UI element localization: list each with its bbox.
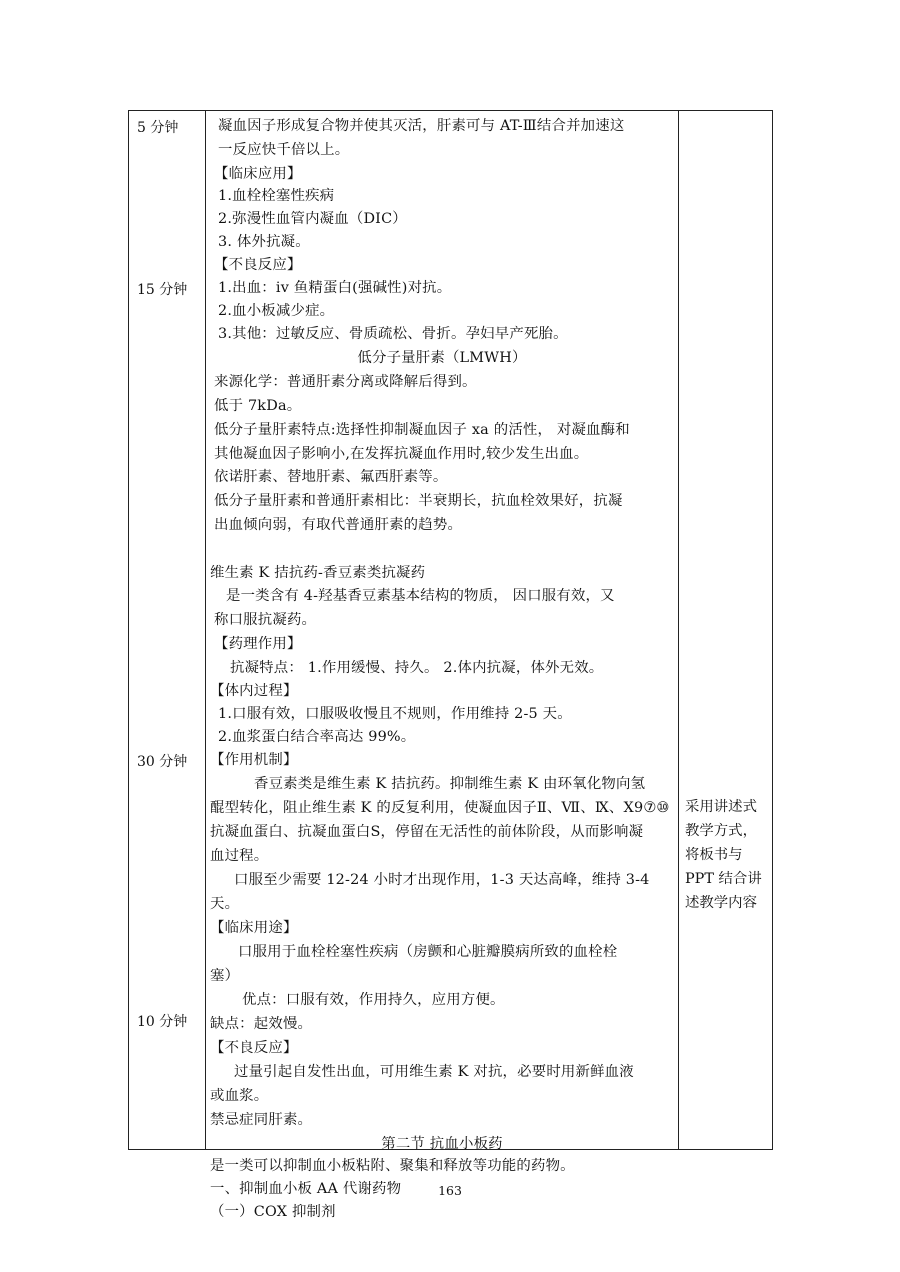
content-line: 口服用于血栓栓塞性疾病（房颤和心脏瓣膜病所致的血栓栓 bbox=[238, 944, 618, 960]
subsection-title: 维生素 K 拮抗药-香豆素类抗凝药 bbox=[210, 565, 426, 581]
content-line: 3. 体外抗凝。 bbox=[218, 234, 310, 250]
content-line: 1.出血：iv 鱼精蛋白(强碱性)对抗。 bbox=[218, 280, 452, 296]
content-line: 其他凝血因子影响小,在发挥抗凝血作用时,较少发生出血。 bbox=[214, 446, 589, 462]
content-line: 缺点：起效慢。 bbox=[210, 1016, 313, 1032]
content-line: 3.其他：过敏反应、骨质疏松、骨折。孕妇早产死胎。 bbox=[218, 326, 568, 342]
content-line: 过量引起自发性出血，可用维生素 K 对抗，必要时用新鲜血液 bbox=[234, 1064, 634, 1080]
time-label: 10 分钟 bbox=[137, 1014, 188, 1030]
content-line: 1.口服有效，口服吸收慢且不规则，作用维持 2-5 天。 bbox=[218, 706, 572, 722]
content-line: 天。 bbox=[210, 896, 240, 912]
content-line: 优点：口服有效，作用持久，应用方便。 bbox=[242, 992, 505, 1008]
content-line: 血过程。 bbox=[210, 848, 269, 864]
content-line: 一、抑制血小板 AA 代谢药物 bbox=[210, 1181, 402, 1197]
content-line: 香豆素类是维生素 K 拮抗药。抑制维生素 K 由环氧化物向氢 bbox=[254, 776, 646, 792]
time-label: 15 分钟 bbox=[137, 282, 188, 298]
section-heading: 【药理作用】 bbox=[214, 636, 302, 652]
content-line: 塞） bbox=[210, 968, 240, 984]
content-line: 出血倾向弱，有取代普通肝素的趋势。 bbox=[214, 517, 463, 533]
teaching-method-text: 采用讲述式教学方式，将板书与 PPT 结合讲述教学内容 bbox=[685, 799, 762, 911]
content-line: 口服至少需要 12-24 小时才出现作用，1-3 天达高峰，维持 3-4 bbox=[234, 872, 650, 888]
content-line: 抗凝特点： 1.作用缓慢、持久。 2.体内抗凝，体外无效。 bbox=[230, 660, 604, 676]
content-line: 2.血小板减少症。 bbox=[218, 303, 335, 319]
time-label: 5 分钟 bbox=[137, 120, 179, 136]
section-heading: 【不良反应】 bbox=[214, 257, 302, 273]
section-heading: 【作用机制】 bbox=[210, 752, 298, 768]
section-heading: 【不良反应】 bbox=[210, 1040, 298, 1056]
content-line: 低于 7kDa。 bbox=[214, 398, 302, 414]
content-line: 来源化学：普通肝素分离或降解后得到。 bbox=[214, 374, 477, 390]
content-line: 2.弥漫性血管内凝血（DIC） bbox=[218, 211, 407, 227]
content-line: 禁忌症同肝素。 bbox=[210, 1112, 313, 1128]
page-number: 163 bbox=[438, 1183, 462, 1198]
time-column bbox=[129, 111, 205, 1149]
content-line: 称口服抗凝药。 bbox=[214, 612, 317, 628]
section-title: 第二节 抗血小板药 bbox=[381, 1136, 503, 1152]
teaching-method-column bbox=[679, 111, 773, 1149]
content-line: 凝血因子形成复合物并使其灭活，肝素可与 AT-Ⅲ结合并加速这 bbox=[218, 118, 625, 134]
content-line: 1.血栓栓塞性疾病 bbox=[218, 188, 335, 204]
time-label: 30 分钟 bbox=[137, 754, 188, 770]
content-line: 低分子量肝素和普通肝素相比：半衰期长，抗血栓效果好，抗凝 bbox=[214, 493, 623, 509]
section-heading: 【体内过程】 bbox=[210, 683, 298, 699]
section-heading: 【临床用途】 bbox=[210, 920, 298, 936]
content-line: 或血浆。 bbox=[210, 1088, 269, 1104]
content-line: 2.血浆蛋白结合率高达 99%。 bbox=[218, 729, 416, 745]
content-line: （一）COX 抑制剂 bbox=[210, 1204, 336, 1220]
content-line: 醌型转化，阻止维生素 K 的反复利用，使凝血因子Ⅱ、Ⅶ、Ⅸ、Ⅹ9⑦⑩ bbox=[210, 800, 670, 816]
content-line: 是一类可以抑制血小板粘附、聚集和释放等功能的药物。 bbox=[210, 1158, 575, 1174]
content-line: 低分子量肝素特点:选择性抑制凝血因子 xa 的活性， 对凝血酶和 bbox=[214, 422, 630, 438]
content-line: 抗凝血蛋白、抗凝血蛋白S，停留在无活性的前体阶段，从而影响凝 bbox=[210, 824, 644, 840]
content-line: 是一类含有 4-羟基香豆素基本结构的物质， 因口服有效，又 bbox=[226, 588, 615, 604]
section-heading: 【临床应用】 bbox=[214, 166, 302, 182]
content-line: 依诺肝素、替地肝素、氟西肝素等。 bbox=[214, 469, 448, 485]
content-line: 一反应快千倍以上。 bbox=[218, 142, 350, 158]
subsection-title: 低分子量肝素（LMWH） bbox=[357, 350, 527, 366]
